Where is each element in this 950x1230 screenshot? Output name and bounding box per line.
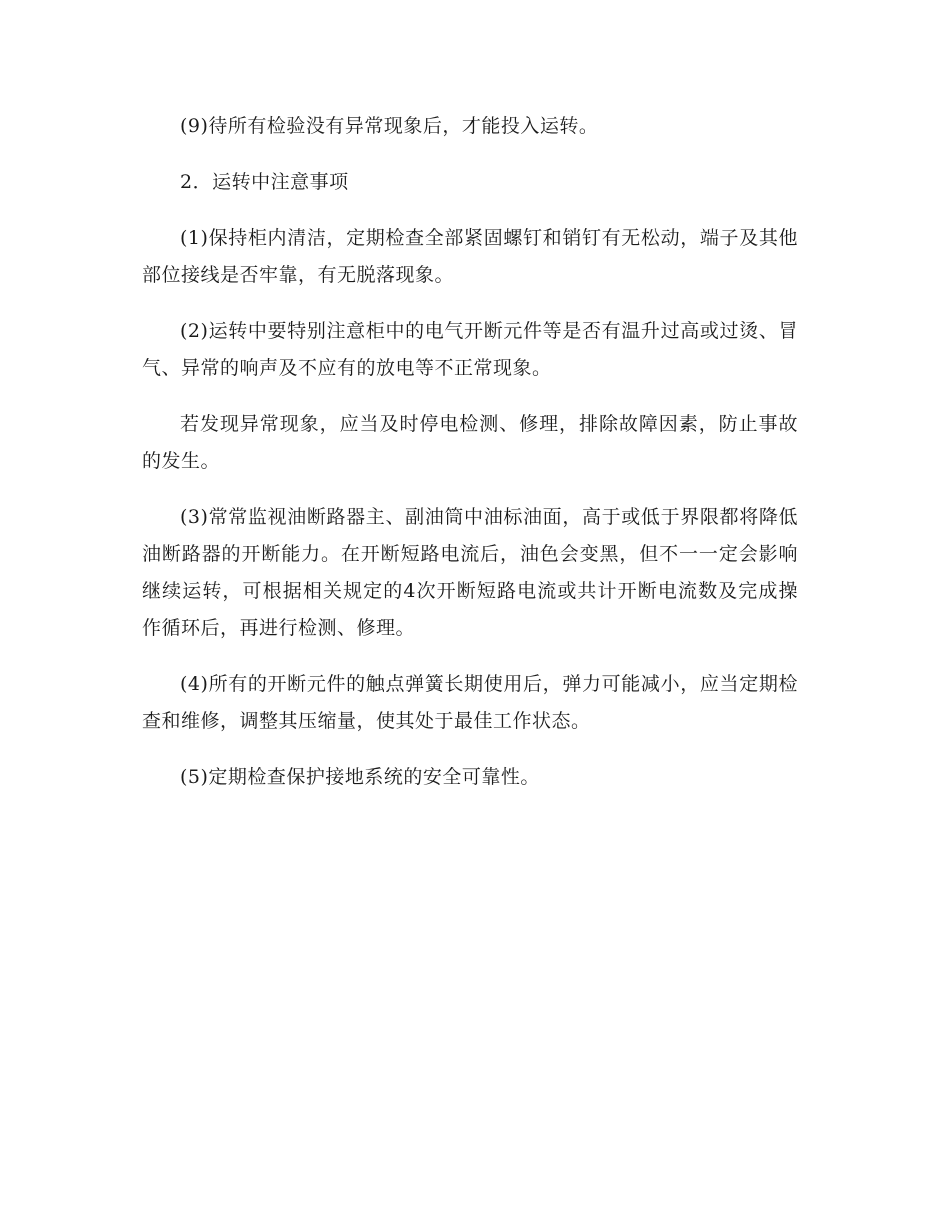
paragraph-item-3: (3)常常监视油断路器主、副油筒中油标油面，高于或低于界限都将降低油断路器的开断能力。在开断短路电流后，油色会变黑，但不一一定会影响继续运转，可根据相关规定的4次开断短路电流或共计开断电流数及完成操作循环后，再进行检测、修理。 (142, 506, 798, 639)
paragraph-item-5: (5)定期检查保护接地系统的安全可靠性。 (180, 766, 540, 788)
document-body (142, 108, 798, 815)
section-heading: 2．运转中注意事项 (180, 171, 349, 193)
paragraph-item-1: (1)保持柜内清洁，定期检查全部紧固螺钉和销钉有无松动，端子及其他部位接线是否牢靠，有无脱落现象。 (142, 227, 798, 286)
paragraph-item-9: (9)待所有检验没有异常现象后，才能投入运转。 (180, 115, 599, 137)
paragraph-item-2: (2)运转中要特别注意柜中的电气开断元件等是否有温升过高或过烫、冒气、异常的响声及不应有的放电等不正常现象。 (142, 320, 798, 379)
paragraph-item-4: (4)所有的开断元件的触点弹簧长期使用后，弹力可能减小，应当定期检查和维修，调整其压缩量，使其处于最佳工作状态。 (142, 673, 798, 732)
paragraph-note: 若发现异常现象，应当及时停电检测、修理，排除故障因素，防止事故的发生。 (142, 413, 798, 472)
